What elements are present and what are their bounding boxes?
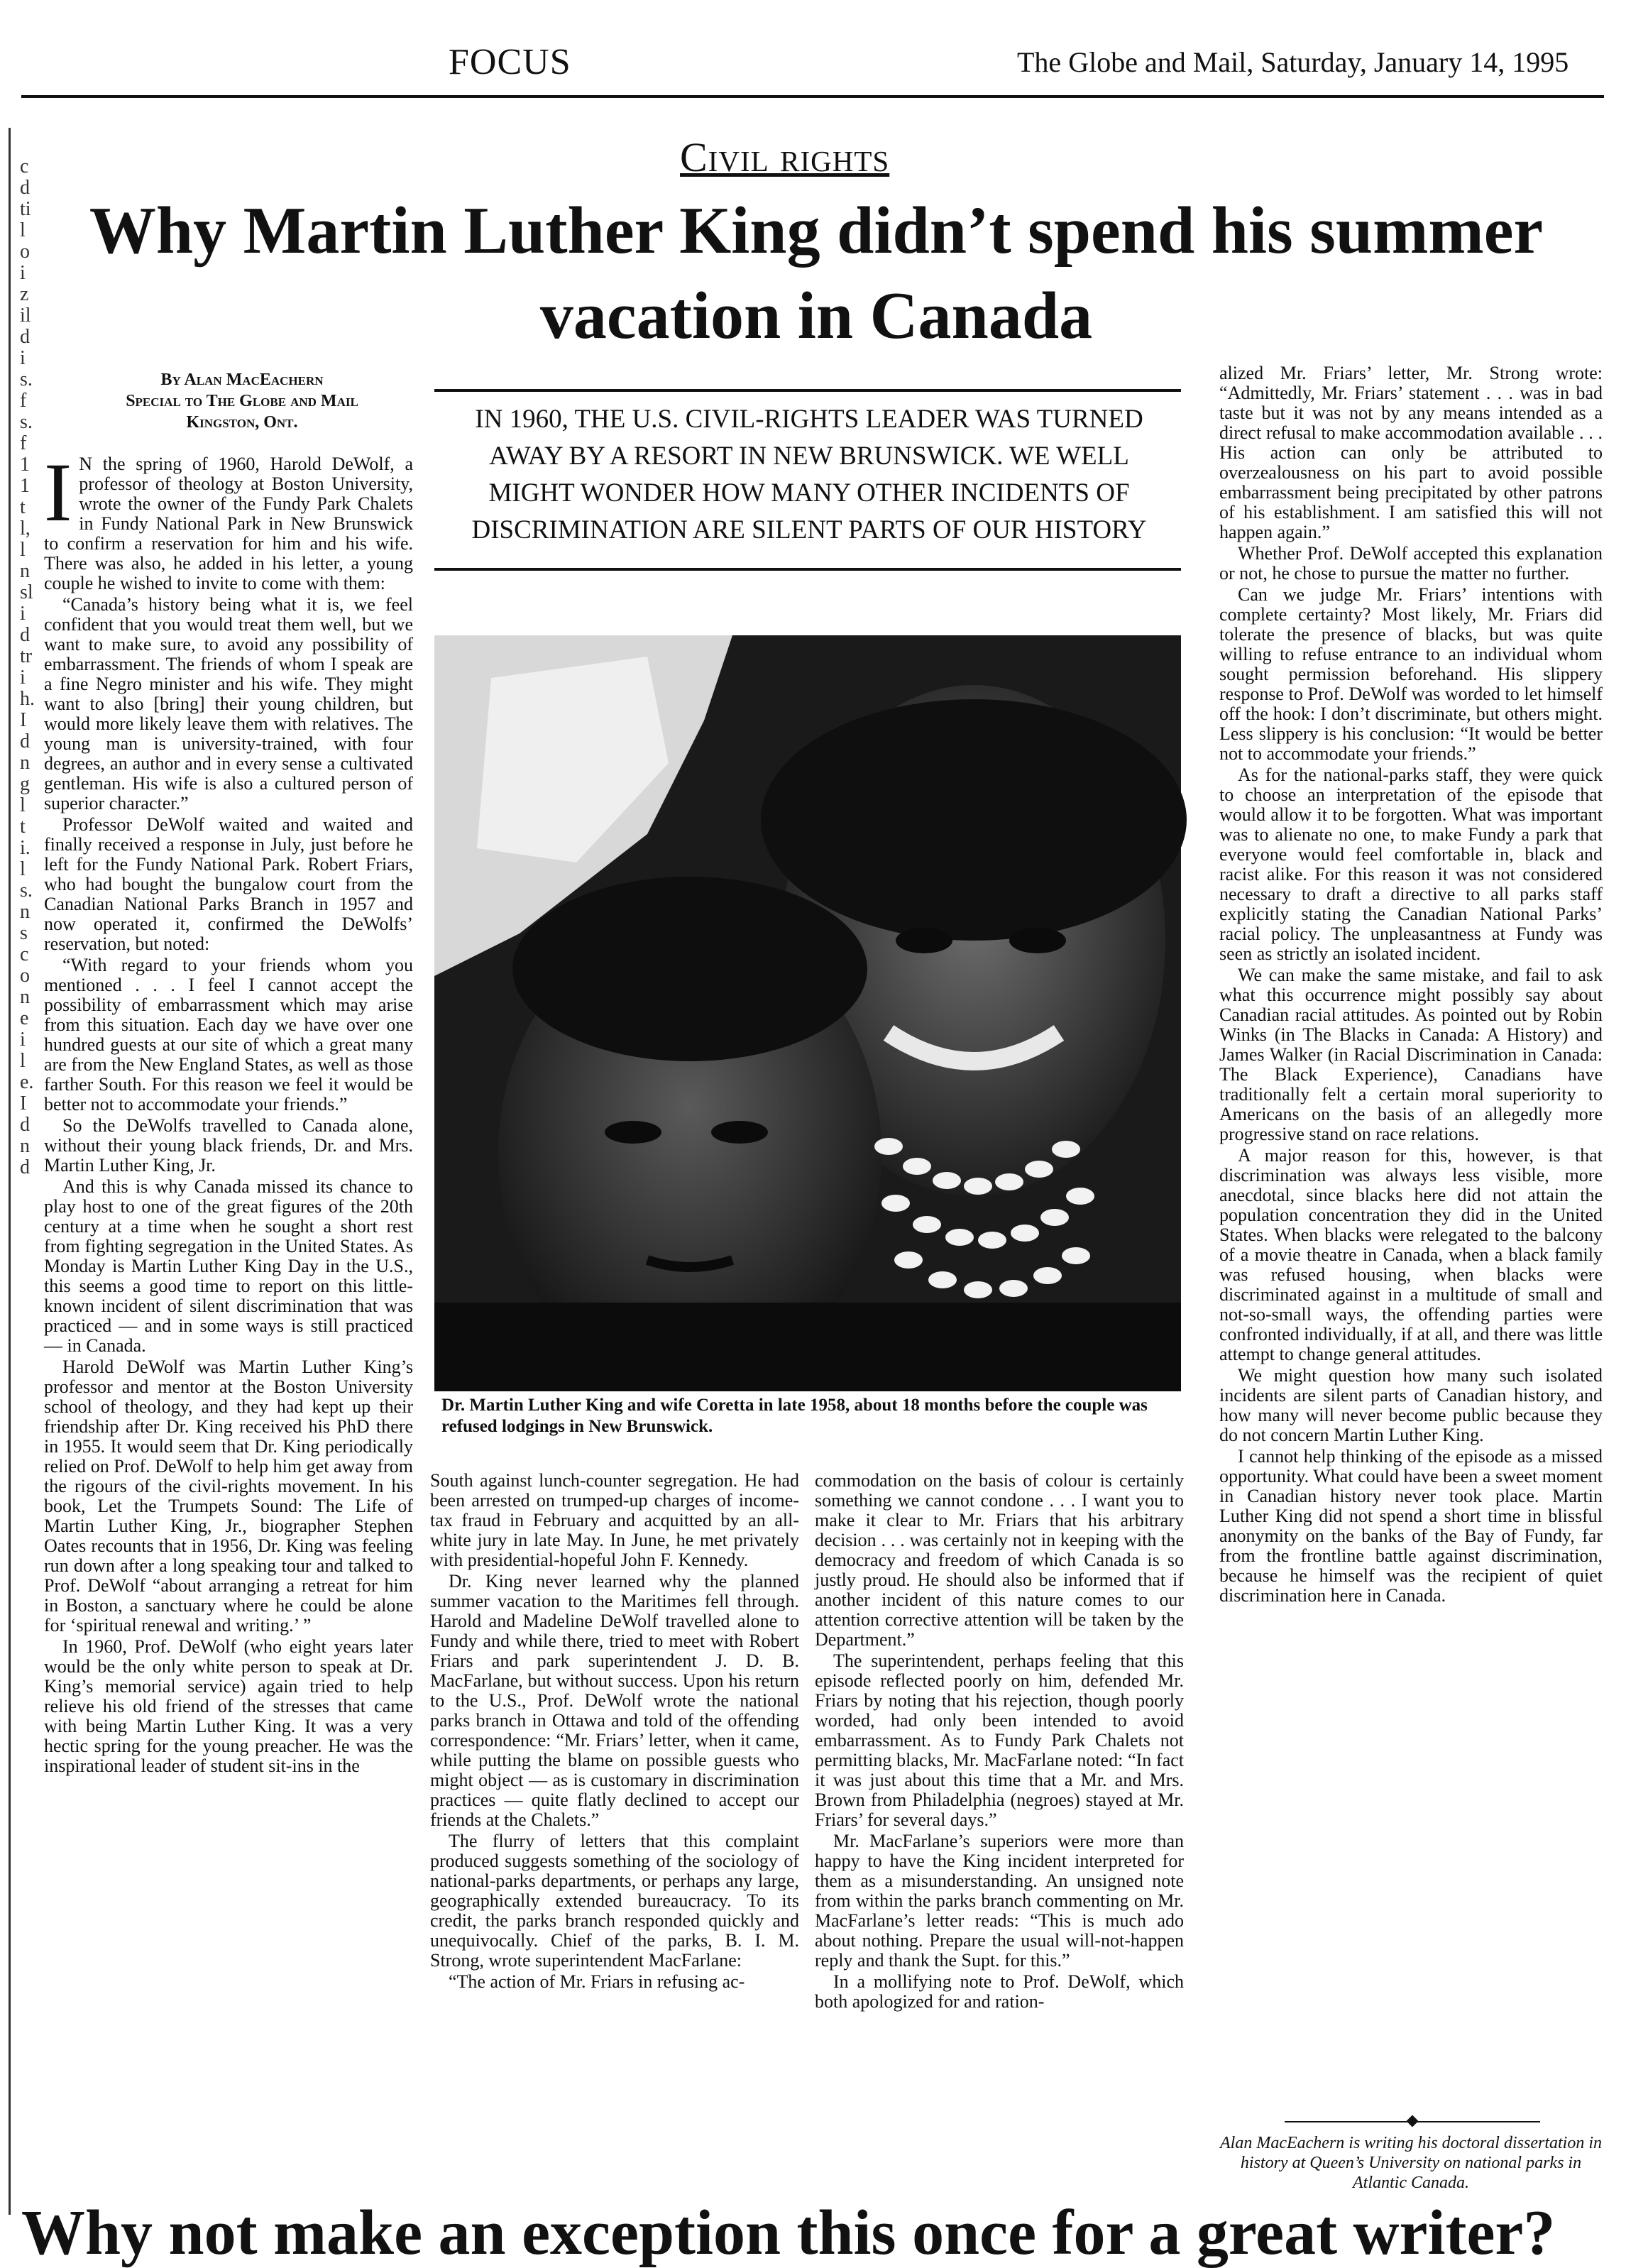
- paragraph: Can we judge Mr. Friars’ intentions with complete certainty? Most likely, Mr. Friars did tolerate the presence of blacks, but was quite willing to refuse entrance to an individual whom sought permission beforehand. His slippery response to Prof. DeWolf was worded to let himself off the hook: I don’t discriminate, but others might. Less slippery is his conclusion: “It would be better not to accommodate your friends.”: [1219, 584, 1603, 764]
- paragraph: As for the national-parks staff, they were quick to choose an interpretation of the episode that would allow it to be forgotten. What was important was to alienate no one, to make Fundy a park that everyone would feel comfortable in, black and racist alike. For this reason it was not considered necessary to draft a directive to all parks staff explicitly stating the Canadian National Parks’ racial policy. The unpleasantness at Fundy was seen as strictly an isolated incident.: [1219, 765, 1603, 964]
- byline-special: Special to The Globe and Mail: [126, 392, 358, 410]
- paragraph: We can make the same mistake, and fail to ask what this occurrence might possibly say about Canadian racial attitudes. As pointed out by Robin Winks (in The Blacks in Canada: A History) and James Walker (in Racial Discrimination in Canada: The Black Experience), Canadians have traditionally felt a certain moral superiority to Americans on the basis of an allegedly more progressive stand on race relations.: [1219, 965, 1603, 1144]
- portrait-photo-icon: [434, 635, 1181, 1391]
- deck-rule-bottom: [434, 568, 1181, 571]
- kicker: Civil rights: [680, 134, 890, 180]
- paragraph: The flurry of letters that this complaint produced suggests something of the sociology of national-parks departments, or perhaps any large, geographically extended bureaucracy. To its credit, the parks branch responded quickly and unequivocally. Chief of the parks, B. I. M. Strong, wrote superintendent MacFarlane:: [430, 1831, 799, 1971]
- paragraph: South against lunch-counter segregation. He had been arrested on trumped-up charges of income-tax fraud in February and acquitted by an all-white jury in late May. In June, he met privately with presidential-hopeful John F. Kennedy.: [430, 1470, 799, 1570]
- section-label: FOCUS: [449, 42, 571, 82]
- paragraph: In a mollifying note to Prof. DeWolf, which both apologized for and ration-: [815, 1971, 1184, 2012]
- headline: Why Martin Luther King didn’t spend his summer vacation in Canada: [89, 194, 1544, 353]
- paragraph: commodation on the basis of colour is certainly something we cannot condone . . . I want you to make it clear to Mr. Friars that his arbitrary decision . . . was certainly not in keeping with the democracy and freedom of which Canada is so justly proud. He should also be informed that if another incident of this nature comes to our attention corrective attention will be taken by the Department.”: [815, 1470, 1184, 1650]
- paragraph: A major reason for this, however, is that discrimination was always less visible, more anecdotal, since blacks here did not attain the population concentration they did in the United States. When blacks were relegated to the balcony of a movie theatre in Canada, when a black family was refused housing, when blacks were discriminated against in a multitude of small and not-so-small ways, the offending parties were confronted individually, if at all, and there was little attempt to change general attitudes.: [1219, 1145, 1603, 1364]
- left-margin-rule: [9, 128, 11, 2215]
- paragraph: The superintendent, perhaps feeling that this episode reflected poorly on him, defended Mr. Friars by noting that his rejection, though poorly worded, had only been intended to avoid embarrassment. As to Fundy Park Chalets not permitting blacks, Mr. MacFarlane noted: “In fact it was just about this time that a Mr. and Mrs. Brown from Philadelphia (negroes) stayed at Mr. Friars’ for several days.”: [815, 1650, 1184, 1830]
- paper-dateline: The Globe and Mail, Saturday, January 14, 1995: [1017, 46, 1569, 78]
- column-4: [1219, 363, 1603, 1607]
- byline-location: Kingston, Ont.: [186, 413, 298, 432]
- paragraph: So the DeWolfs travelled to Canada alone, without their young black friends, Dr. and Mrs. Martin Luther King, Jr.: [44, 1115, 413, 1176]
- end-diamond-icon: [1407, 2115, 1419, 2127]
- drop-cap: I: [44, 446, 72, 539]
- paragraph: “The action of Mr. Friars in refusing ac-: [449, 1971, 745, 1992]
- bottom-cutoff-text: Why not make an exception this once for a great writer?: [21, 2198, 1556, 2268]
- paragraph: We might question how many such isolated incidents are silent parts of Canadian history, and how many will never become public because they do not concern Martin Luther King.: [1219, 1365, 1603, 1445]
- header-rule: [21, 95, 1604, 98]
- deck-rule-top: [434, 389, 1181, 392]
- paragraph: I N the spring of 1960, Harold DeWolf, a professor of theology at Boston University, wrote the owner of the Fundy Park Chalets in Fundy National Park in New Brunswick to confirm a reservation for him and his wife. There was also, he added in his letter, a young couple he wished to invite to come with them:: [44, 446, 413, 593]
- paragraph: “With regard to your friends whom you mentioned . . . I feel I cannot accept the possibility of embarrassment which may arise from this situation. Each day we have over one hundred guests at our site of which a great many are from the New England States, as well as those farther South. For this reason we feel it would be better not to accommodate your friends.”: [44, 955, 413, 1114]
- portrait-photo: [434, 635, 1181, 1391]
- byline-author: By Alan MacEachern: [160, 371, 324, 389]
- paragraph: alized Mr. Friars’ letter, Mr. Strong wrote: “Admittedly, Mr. Friars’ statement . . . was in bad taste but it was not by any means intended as a direct refusal to make accommodation available . . . His action can only be attributed to overzealousness on his part to avoid possible embarrassment being precipitated by other patrons of his establishment. I am satisfied this will not happen again.”: [1219, 363, 1603, 542]
- paragraph: Dr. King never learned why the planned summer vacation to the Maritimes fell through. Harold and Madeline DeWolf travelled alone to Fundy and while there, tried to meet with Robert Friars and park superintendent J. D. B. MacFarlane, but without success. Upon his return to the U.S., Prof. DeWolf wrote the national parks branch in Ottawa and told of the offending correspondence: “Mr. Friars’ letter, when it came, while putting the blame on possible guests who might object — as is customary in discrimination practices — quite flatly declined to accept our friends at the Chalets.”: [430, 1571, 799, 1830]
- left-margin-fragment: cdtil oizil dis. f s. f 1 1 t l,l nsl idtrih. Id ngl ti. l s. nsconei le. Id nd: [20, 155, 35, 1178]
- column-2: [430, 1471, 799, 1993]
- column-1: [44, 446, 413, 1777]
- paragraph: Mr. MacFarlane’s superiors were more than happy to have the King incident interpreted for them as a misunderstanding. An unsigned note from within the parks branch commenting on Mr. MacFarlane’s letter reads: “This is much ado about nothing. Prepare the usual will-not-happen reply and thank the Supt. for this.”: [815, 1831, 1184, 1971]
- paragraph: Professor DeWolf waited and waited and finally received a response in July, just before he left for the Fundy National Park. Robert Friars, who had bought the bungalow court from the Canadian National Parks Branch in 1957 and now operated it, confirmed the DeWolfs’ reservation, but noted:: [44, 814, 413, 954]
- deck: IN 1960, THE U.S. CIVIL-RIGHTS LEADER WAS TURNED AWAY BY A RESORT IN NEW BRUNSWICK. WE WELL MIGHT WONDER HOW MANY OTHER INCIDENTS OF DISCRIMINATION ARE SILENT PARTS OF OUR HISTORY: [471, 405, 1147, 544]
- paragraph: Harold DeWolf was Martin Luther King’s professor and mentor at the Boston University school of theology, and they had kept up their friendship after Dr. King received his PhD there in 1955. It would seem that Dr. King periodically relied on Prof. DeWolf to help him get away from the rigours of the civil-rights movement. In his book, Let the Trumpets Sound: The Life of Martin Luther King, Jr., biographer Stephen Oates recounts that in 1956, Dr. King was feeling run down after a long speaking tour and talked to Prof. DeWolf “about arranging a retreat for him in Boston, a sanctuary where he could be alone for ‘spiritual renewal and writing.’ ”: [44, 1357, 413, 1636]
- paragraph: I cannot help thinking of the episode as a missed opportunity. What could have been a sweet moment in Canadian history never took place. Martin Luther King did not spend a short time in blissful anonymity on the banks of the Bay of Fundy, far from the frontline battle against discrimination, because he himself was the recipient of quiet discrimination here in Canada.: [1219, 1446, 1603, 1606]
- bottom-cutoff-headline: [21, 2197, 1604, 2268]
- paragraph: Whether Prof. DeWolf accepted this explanation or not, he chose to pursue the matter no further.: [1219, 543, 1603, 584]
- author-note: Alan MacEachern is writing his doctoral dissertation in history at Queen’s University on national parks in Atlantic Canada.: [1220, 2134, 1602, 2192]
- paragraph: “Canada’s history being what it is, we feel confident that you would treat them well, but we want to make sure, to avoid any possibility of embarrassment. The friends of whom I speak are a fine Negro minister and his wife. They might want to also [bring] their young children, but would more likely leave them with relatives. The young man is university-trained, with four degrees, an author and in every sense a cultivated gentleman. His wife is also a cultured person of superior character.”: [44, 594, 413, 813]
- column-3: [815, 1471, 1184, 2013]
- byline: [75, 369, 409, 433]
- paragraph: And this is why Canada missed its chance to play host to one of the great figures of the 20th century at a time when he sought a short rest from fighting segregation in the United States. As Monday is Martin Luther King Day in the U.S., this seems a good time to report on this little-known incident of silent discrimination that was practiced — and in some ways is still practiced — in Canada.: [44, 1176, 413, 1356]
- paragraph: In 1960, Prof. DeWolf (who eight years later would be the only white person to speak at Dr. King’s memorial service) again tried to help relieve his old friend of the stresses that came with being Martin Luther King. It was a very hectic spring for the young preacher. He was the inspirational leader of student sit-ins in the: [44, 1636, 413, 1776]
- photo-caption: Dr. Martin Luther King and wife Coretta in late 1958, about 18 months before the couple was refused lodgings in New Brunswick.: [441, 1396, 1148, 1436]
